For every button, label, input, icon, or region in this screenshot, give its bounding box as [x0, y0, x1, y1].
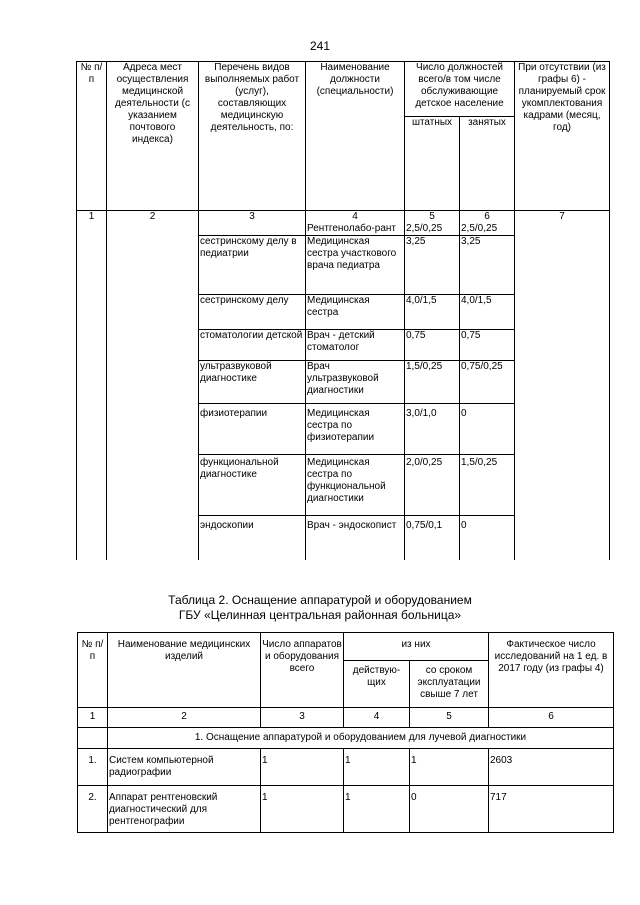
t2-row1-name: Систем компьютерной радиографии	[108, 749, 261, 786]
row5-occupied: 0	[460, 404, 515, 455]
t2-colnum-6: 6	[489, 708, 614, 728]
empty-cell	[515, 330, 610, 361]
empty-cell	[107, 361, 199, 404]
header-occupied: занятых	[460, 117, 515, 211]
t2-row2-old: 0	[410, 786, 489, 833]
empty-cell	[78, 728, 108, 749]
t2-header-num: № п/п	[78, 633, 108, 708]
table-row	[77, 404, 610, 455]
colnum-7: 7	[515, 211, 610, 236]
empty-cell	[107, 404, 199, 455]
table1-header-row	[77, 62, 610, 117]
empty-cell	[77, 455, 107, 516]
row3-position: Врач - детский стоматолог	[306, 330, 405, 361]
t2-row1-working: 1	[344, 749, 410, 786]
colnum-3: 3	[199, 211, 306, 236]
table-row	[77, 295, 610, 330]
empty-cell	[107, 516, 199, 561]
t2-row1-studies: 2603	[489, 749, 614, 786]
row0-position: Рентгенолабо-рант	[307, 223, 396, 234]
row1-staff: 3,25	[405, 236, 460, 295]
table1-colnum-row	[77, 211, 610, 236]
row2-staff: 4,0/1,5	[405, 295, 460, 330]
t2-colnum-5: 5	[410, 708, 489, 728]
t2-row2-num: 2.	[78, 786, 108, 833]
t2-header-count: Число аппаратов и оборудования всего	[261, 633, 344, 708]
row0-staff: 2,5/0,25	[406, 223, 443, 234]
header-address: Адреса мест осуществления медицинской деятельности (с указанием почтового индекса)	[107, 62, 199, 211]
row3-staff: 0,75	[405, 330, 460, 361]
row7-position: Врач - эндоскопист	[306, 516, 405, 561]
empty-cell	[515, 455, 610, 516]
row4-staff: 1,5/0,25	[405, 361, 460, 404]
table-row	[77, 516, 610, 561]
table-row	[77, 455, 610, 516]
table-row	[78, 749, 614, 786]
row5-work: физиотерапии	[199, 404, 306, 455]
table-row	[77, 361, 610, 404]
colnum-1: 1	[77, 211, 107, 236]
t2-colnum-3: 3	[261, 708, 344, 728]
t2-header-studies: Фактическое число исследований на 1 ед. в 2017 году (из графы 4)	[489, 633, 614, 708]
t2-header-name: Наименование медицинских изделий	[108, 633, 261, 708]
empty-cell	[107, 330, 199, 361]
t2-row2-count: 1	[261, 786, 344, 833]
row6-staff: 2,0/0,25	[405, 455, 460, 516]
colnum-5	[405, 211, 460, 236]
empty-cell	[107, 236, 199, 295]
row1-occupied: 3,25	[460, 236, 515, 295]
header-works: Перечень видов выполняемых работ (услуг), составляющих медицинскую деятельность, по:	[199, 62, 306, 211]
row2-occupied: 4,0/1,5	[460, 295, 515, 330]
table2-caption-line1: Таблица 2. Оснащение аппаратурой и оборудованием	[168, 593, 472, 607]
table-row	[77, 330, 610, 361]
row5-position: Медицинская сестра по физиотерапии	[306, 404, 405, 455]
header-plan: При отсутствии (из графы 6) - планируемый срок укомплектования кадрами (месяц, год)	[515, 62, 610, 211]
t2-row2-working: 1	[344, 786, 410, 833]
colnum-4	[306, 211, 405, 236]
empty-cell	[77, 330, 107, 361]
row4-occupied: 0,75/0,25	[460, 361, 515, 404]
empty-cell	[107, 455, 199, 516]
row0-occupied: 2,5/0,25	[461, 223, 498, 234]
row1-position: Медицинская сестра участкового врача педиатра	[306, 236, 405, 295]
row2-work: сестринскому делу	[199, 295, 306, 330]
row3-work: стоматологии детской	[199, 330, 306, 361]
table2-caption-line2: ГБУ «Целинная центральная районная больница»	[178, 608, 462, 622]
row5-staff: 3,0/1,0	[405, 404, 460, 455]
empty-cell	[77, 236, 107, 295]
t2-row1-num: 1.	[78, 749, 108, 786]
t2-row1-count: 1	[261, 749, 344, 786]
row4-work: ультразвуковой диагностике	[199, 361, 306, 404]
t2-row2-name: Аппарат рентгеновский диагностический для рентгенографии	[108, 786, 261, 833]
empty-cell	[107, 295, 199, 330]
row6-position: Медицинская сестра по функциональной диагностики	[306, 455, 405, 516]
row6-occupied: 1,5/0,25	[460, 455, 515, 516]
table2-section-row	[78, 728, 614, 749]
empty-cell	[515, 516, 610, 561]
colnum-6-text: 6	[484, 211, 490, 222]
header-num: № п/п	[77, 62, 107, 211]
t2-row1-old: 1	[410, 749, 489, 786]
row2-position: Медицинская сестра	[306, 295, 405, 330]
staffing-table	[76, 61, 610, 560]
row7-work: эндоскопии	[199, 516, 306, 561]
colnum-4-text: 4	[352, 211, 358, 222]
colnum-2: 2	[107, 211, 199, 236]
equipment-table	[77, 632, 614, 833]
empty-cell	[77, 516, 107, 561]
colnum-5-text: 5	[429, 211, 435, 222]
t2-colnum-2: 2	[108, 708, 261, 728]
empty-cell	[77, 361, 107, 404]
colnum-6	[460, 211, 515, 236]
empty-cell	[515, 361, 610, 404]
t2-header-working: действую-щих	[344, 661, 410, 708]
empty-cell	[515, 404, 610, 455]
t2-row2-studies: 717	[489, 786, 614, 833]
t2-section-title: 1. Оснащение аппаратурой и оборудованием для лучевой диагностики	[108, 728, 614, 749]
table2-header-row	[78, 633, 614, 661]
row1-work: сестринскому делу в педиатрии	[199, 236, 306, 295]
table-row	[77, 236, 610, 295]
t2-colnum-4: 4	[344, 708, 410, 728]
table-row	[78, 786, 614, 833]
empty-cell	[77, 295, 107, 330]
header-staff: штатных	[405, 117, 460, 211]
row3-occupied: 0,75	[460, 330, 515, 361]
row4-position: Врач ультразвуковой диагностики	[306, 361, 405, 404]
t2-colnum-1: 1	[78, 708, 108, 728]
empty-cell	[515, 295, 610, 330]
row6-work: функциональной диагностике	[199, 455, 306, 516]
t2-header-of-them: из них	[344, 633, 489, 661]
table2-colnum-row	[78, 708, 614, 728]
header-count: Число должностей всего/в том числе обслуживающие детское население	[405, 62, 515, 117]
empty-cell	[77, 404, 107, 455]
row7-occupied: 0	[460, 516, 515, 561]
header-position: Наименование должности (специальности)	[306, 62, 405, 211]
empty-cell	[515, 236, 610, 295]
row7-staff: 0,75/0,1	[405, 516, 460, 561]
t2-header-old: со сроком эксплуатации свыше 7 лет	[410, 661, 489, 708]
page-number: 241	[309, 39, 331, 53]
